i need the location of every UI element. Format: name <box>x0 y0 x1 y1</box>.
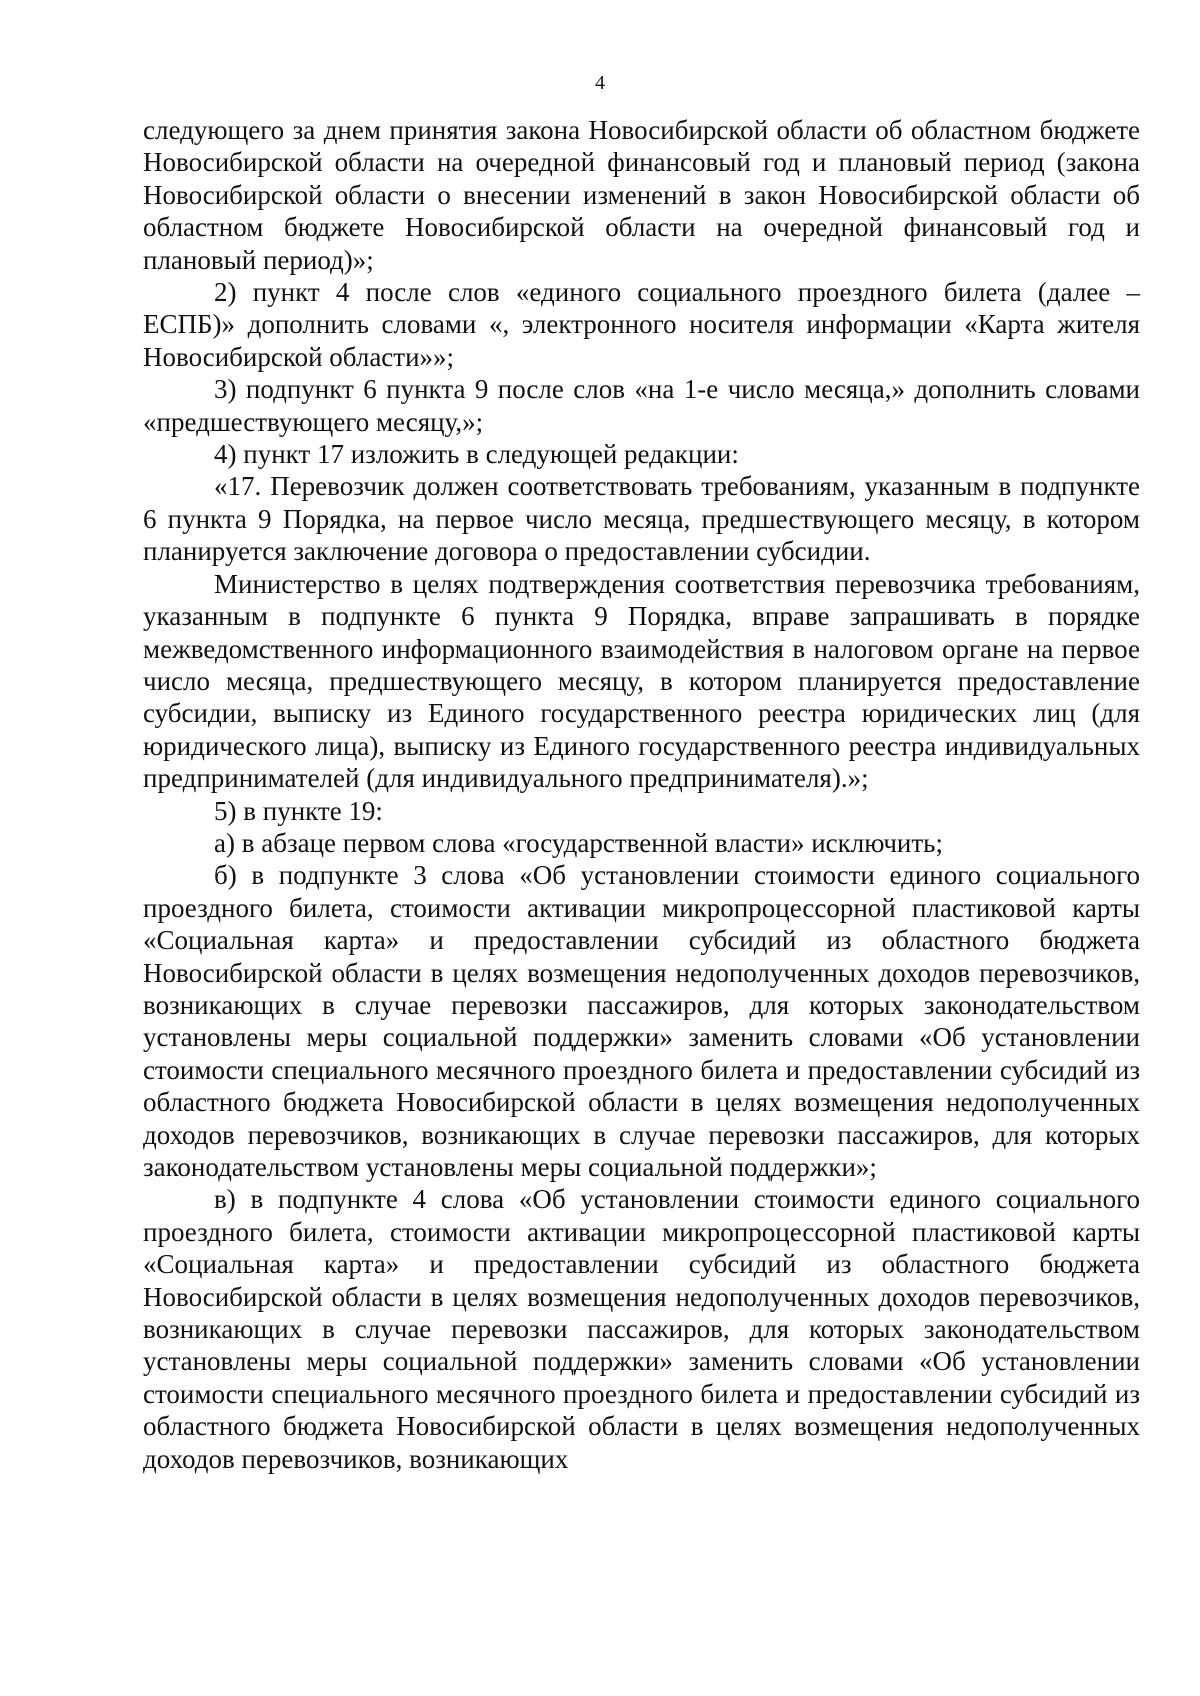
paragraph-item-17: «17. Перевозчик должен соответствовать требованиям, указанным в подпункте 6 пункта 9 Порядка, на первое число месяца, предшествующего месяцу, в котором планируется заключение договора о предоставлении субсидии. <box>143 471 1140 567</box>
paragraph-continuation: следующего за днем принятия закона Новосибирской области об областном бюджете Новосибирской области на очередной финансовый год и плановый период (закона Новосибирской области о внесении изменений в закон Новосибирской области об областном бюджете Новосибирской области на очередной финансовый год и плановый период)»; <box>143 115 1140 275</box>
paragraph-item-5: 5) в пункте 19: <box>214 795 383 826</box>
paragraph-subitem-b: б) в подпункте 3 слова «Об установлении стоимости единого социального проездного билета, стоимости активации микропроцессорной пластиковой карты «Социальная карта» и предоставлении субсидий из областного бюджета Новосибирской области в целях возмещения недополученных доходов перевозчиков, возникающих в случае перевозки пассажиров, для которых законодательством установлены меры социальной поддержки» заменить словами «Об установлении стоимости специального месячного проездного билета и предоставлении субсидий из областного бюджета Новосибирской области в целях возмещения недополученных доходов перевозчиков, возникающих в случае перевозки пассажиров, для которых законодательством установлены меры социальной поддержки»; <box>143 860 1140 1182</box>
page-number: 4 <box>595 72 605 94</box>
paragraph-subitem-a: а) в абзаце первом слова «государственной власти» исключить; <box>214 827 943 858</box>
document-body <box>143 114 1140 1475</box>
paragraph-subitem-v: в) в подпункте 4 слова «Об установлении стоимости единого социального проездного билета, стоимости активации микропроцессорной пластиковой карты «Социальная карта» и предоставлении субсидий из областного бюджета Новосибирской области в целях возмещения недополученных доходов перевозчиков, возникающих в случае перевозки пассажиров, для которых законодательством установлены меры социальной поддержки» заменить словами «Об установлении стоимости специального месячного проездного билета и предоставлении субсидий из областного бюджета Новосибирской области в целях возмещения недополученных доходов перевозчиков, возникающих <box>143 1184 1140 1474</box>
paragraph-ministry: Министерство в целях подтверждения соответствия перевозчика требованиям, указанным в подпункте 6 пункта 9 Порядка, вправе запрашивать в порядке межведомственного информационного взаимодействия в налоговом органе на первое число месяца, предшествующего месяцу, в котором планируется предоставление субсидии, выписку из Единого государственного реестра юридических лиц (для юридического лица), выписку из Единого государственного реестра индивидуальных предпринимателей (для индивидуального предпринимателя).»; <box>143 568 1140 794</box>
paragraph-item-2: 2) пункт 4 после слов «единого социального проездного билета (далее – ЕСПБ)» дополнить словами «, электронного носителя информации «Карта жителя Новосибирской области»»; <box>143 277 1140 372</box>
paragraph-item-3: 3) подпункт 6 пункта 9 после слов «на 1-е число месяца,» дополнить словами «предшествующего месяцу,»; <box>143 374 1140 437</box>
paragraph-item-4: 4) пункт 17 изложить в следующей редакции: <box>214 439 739 470</box>
